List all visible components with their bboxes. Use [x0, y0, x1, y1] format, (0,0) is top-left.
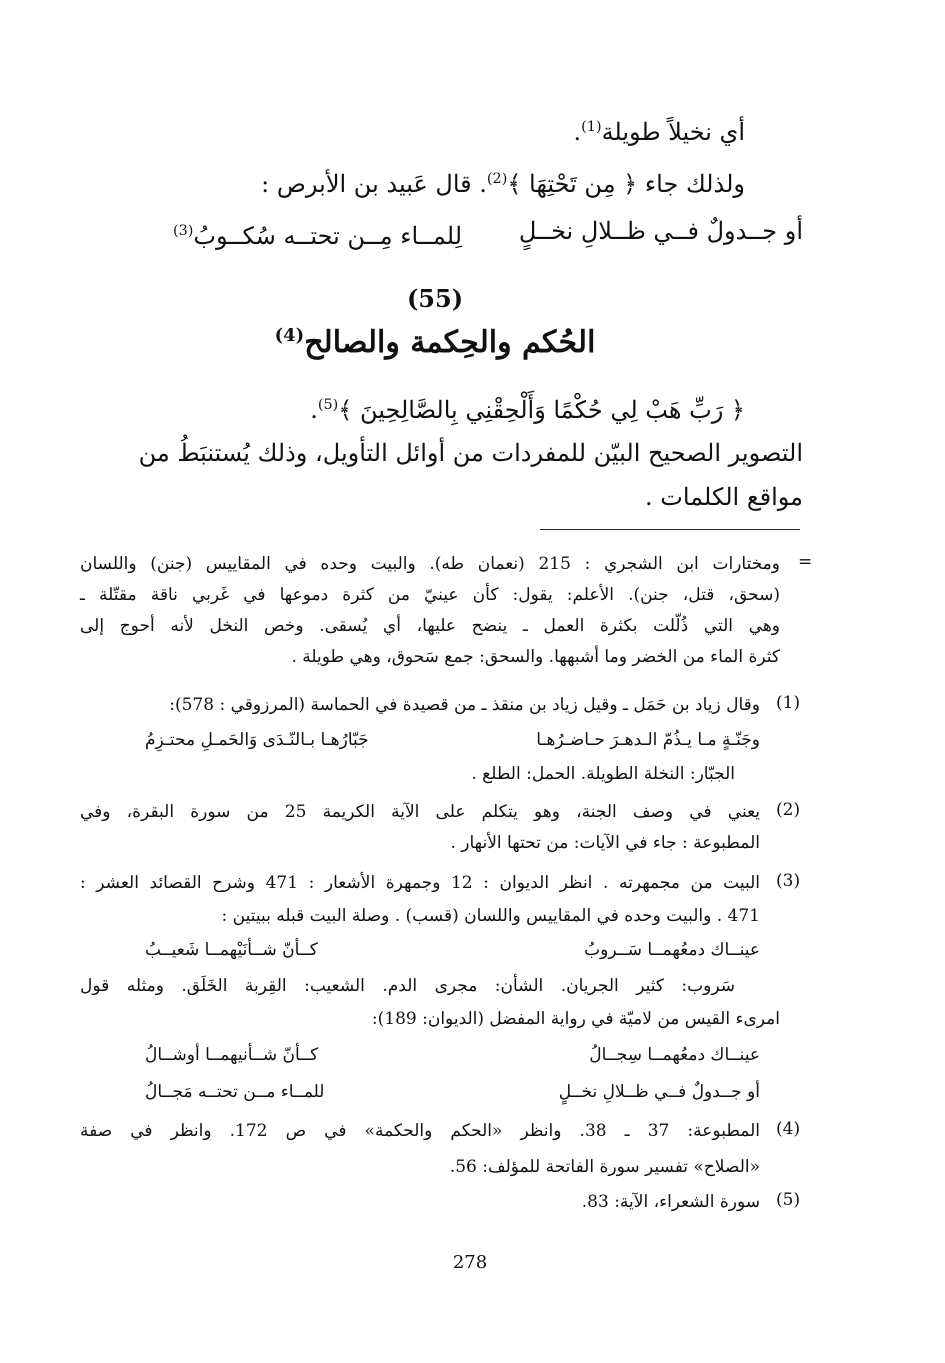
main-line-2-start: ولذلك جاء [644, 170, 745, 198]
verse-hemistich-1: أو جــدولٌ فــي ظــلالِ نخــلٍ [558, 1082, 760, 1102]
footnote-2-line-2: المطبوعة : جاء في الآيات: من تحتها الأنهار . [450, 833, 760, 853]
footnote-cont-line-3: وهي التي ذُلّلت بكثرة العمل ـ ينضح عليها، أي يُسقى. وخص النخل لأنه أحوج إلى [80, 616, 780, 636]
footnote-3-marker: (3) [776, 871, 801, 891]
footnote-2-line-1: يعني في وصف الجنة، وهو يتكلم على الآية الكريمة 25 من سورة البقرة، وفي [80, 802, 761, 822]
footnote-ref: (5) [317, 397, 339, 413]
footnote-ref: (1) [581, 119, 602, 135]
main-line-1-end: . [573, 118, 582, 146]
verse-hemistich-1: عينــاك دمعُهمــا سِجــالُ [589, 1045, 760, 1065]
footnote-separator [540, 529, 800, 530]
footnote-ref: (4) [274, 325, 305, 346]
verse-hemistich-2: كــأنّ شــأنيهمــا أوشــالُ [145, 1045, 319, 1065]
quran-verse-line [310, 390, 745, 425]
main-line-2-end: . قال عَبيد بن الأبرص : [261, 170, 487, 198]
verse-hemistich-2: كــأنّ شــأنَيْهمــا شَعيــبُ [145, 940, 318, 960]
continuation-marker: = [798, 552, 813, 572]
page-number: 278 [452, 1252, 488, 1273]
footnote-ref: (2) [486, 171, 508, 187]
quran-verse-end: . [310, 396, 318, 424]
footnote-1-marker: (1) [776, 693, 801, 713]
footnote-3-verse-1 [145, 938, 760, 962]
footnote-1-line-3: الجبّار: النخلة الطويلة. الحمل: الطلع . [471, 764, 735, 784]
footnote-3-line-1: البيت من مجمهرته . انظر الديوان : 12 وجمهرة الأشعار : 471 وشرح القصائد العشر : [80, 873, 760, 893]
verse-hemistich-2: لِلمــاء مِــن تحتــه سُكــوبُ [193, 222, 463, 250]
section-heading-text: الحُكم والحِكمة والصالح [304, 325, 596, 360]
footnote-3-verse-3 [145, 1080, 760, 1104]
footnote-3-line-5: امرىء القيس من لاميّة في رواية المفضل (الديوان: 189): [371, 1009, 780, 1029]
footnote-3-line-4: سَروب: كثير الجريان. الشأن: مجرى الدم. الشعيب: القِربة الخَلَق. ومثله قول [80, 976, 735, 996]
verse-hemistich-2: للمــاء مــن تحتــه مَجــالُ [145, 1082, 325, 1102]
quran-verse: ﴿ رَبِّ هَبْ لِي حُكْمًا وَأَلْحِقْنِي بِالصَّالِحِينَ ﴾ [338, 396, 745, 424]
paragraph-line-1: التصوير الصحيح البيّن للمفردات من أوائل التأويل، وذلك يُستنبَطُ من [138, 439, 803, 467]
section-heading [200, 325, 670, 360]
footnote-2-marker: (2) [776, 800, 801, 820]
footnote-4-marker: (4) [776, 1119, 801, 1139]
footnote-4-line-2: «الصلاح» تفسير سورة الفاتحة للمؤلف: 56. [449, 1157, 760, 1177]
footnote-4-line-1: المطبوعة: 37 ـ 38. وانظر «الحكم والحكمة» في ص 172. وانظر في صفة [80, 1121, 760, 1141]
footnote-cont-line-4: كثرة الماء من الخضر وما أشبهها. والسحق: جمع سَحوق، وهي طويلة . [291, 647, 780, 667]
footnote-1-verse [145, 728, 760, 752]
section-number: (55) [406, 284, 464, 313]
footnote-ref: (3) [173, 223, 194, 239]
footnote-1-line-1: وقال زياد بن حَمَل ـ وقيل زياد بن منقذ ـ من قصيدة في الحماسة (المرزوقي : 578): [169, 695, 760, 715]
paragraph-line-2: مواقع الكلمات . [644, 483, 803, 511]
main-verse [173, 216, 803, 251]
verse-hemistich-2: جَبّارُهـا بـالنّـدَى وَالحَمـلِ محتـزِمُ [145, 730, 369, 750]
footnote-3-line-2: 471 . والبيت وحده في المقاييس واللسان (قسب) . وصلة البيت قبله ببيتين : [221, 906, 760, 926]
footnote-5-marker: (5) [776, 1190, 801, 1210]
quran-quote-inline: ﴿ مِن تَحْتِهَا ﴾ [507, 170, 638, 198]
verse-hemistich-1: عينــاك دمعُهمــا سَــروبُ [584, 940, 760, 960]
main-line-1 [574, 112, 745, 147]
footnote-cont-line-1: ومختارات ابن الشجري : 215 (نعمان طه). والبيت وحده في المقاييس (جنن) واللسان [80, 554, 780, 574]
verse-hemistich-1: أو جــدولٌ فــي ظــلالِ نخــلٍ [518, 217, 803, 245]
footnote-cont-line-2: (سحق، قتل، جنن). الأعلم: يقول: كأن عينيّ من كثرة دموعها في غَربي ناقة مقتّلة ـ [80, 585, 780, 605]
verse-hemistich-1: وجَنّـةٍ مـا يـذُمّ الـدهـرَ حـاضـرُهـا [536, 730, 760, 750]
footnote-5-line-1: سورة الشعراء، الآية: 83. [581, 1192, 760, 1212]
main-line-1-text: أي نخيلاً طويلة [601, 118, 745, 146]
main-line-2 [261, 164, 745, 199]
footnote-3-verse-2 [145, 1043, 760, 1067]
